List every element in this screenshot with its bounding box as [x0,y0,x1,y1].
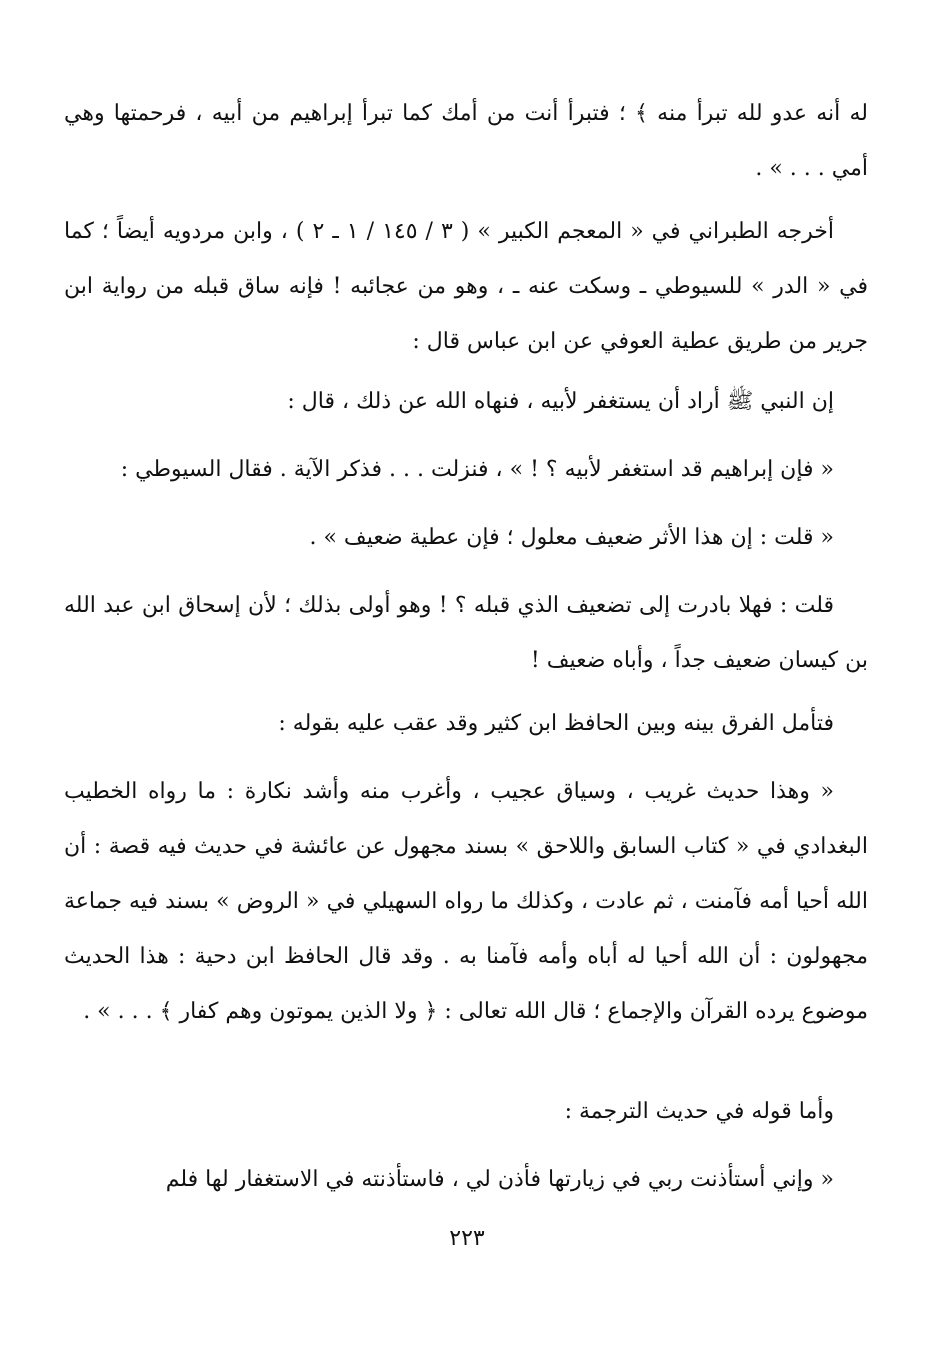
paragraph-quote-suyuti: « قلت : إن هذا الأثر ضعيف معلول ؛ فإن عطية ضعيف » . [309,525,834,550]
paragraph-author-comment: قلت : فهلا بادرت إلى تضعيف الذي قبله ؟ ! وهو أولى بذلك ؛ لأن إسحاق ابن عبد الله بن كيسان ضعيف جداً ، وأباه ضعيف ! [64,593,868,673]
paragraph-hadith-text: إن النبي ﷺ أراد أن يستغفر لأبيه ، فنهاه الله عن ذلك ، قال : [287,389,834,414]
paragraph-quote-ibrahim: « فإن إبراهيم قد استغفر لأبيه ؟ ! » ، فنزلت . . . فذكر الآية . فقال السيوطي : [120,457,834,482]
paragraph-continuation: له أنه عدو لله تبرأ منه ﴾ ؛ فتبرأ أنت من أمك كما تبرأ إبراهيم من أبيه ، فرحمتها وهي أمي . . . » . [64,101,868,181]
paragraph-ibn-kathir-quote: « وهذا حديث غريب ، وسياق عجيب ، وأغرب منه وأشد نكارة : ما رواه الخطيب البغدادي في « كتاب السابق واللاحق » بسند مجهول عن عائشة في حديث فيه قصة : أن الله أحيا أمه فآمنت ، ثم عادت ، وكذلك ما رواه السهيلي في « الروض » بسند فيه جماعة مجهولون : أن الله أحيا له أباه وأمه فآمنا به . وقد قال الحافظ ابن دحية : هذا الحديث موضوع يرده القرآن والإجماع ؛ قال الله تعالى : ﴿ ولا الذين يموتون وهم كفار ﴾ . . . » . [64,779,868,1024]
paragraph-tarjama-intro: وأما قوله في حديث الترجمة : [564,1099,834,1124]
paragraph-takhrij: أخرجه الطبراني في « المعجم الكبير » ( ٣ / ١٤٥ / ١ ـ ٢ ) ، وابن مردويه أيضاً ؛ كما في « الدر » للسيوطي ـ وسكت عنه ـ ، وهو من عجائبه ! فإنه ساق قبله من رواية ابن جرير من طريق عطية العوفي عن ابن عباس قال : [64,219,868,354]
page-number: ٢٢٣ [449,1226,485,1251]
paragraph-ibn-kathir-intro: فتأمل الفرق بينه وبين الحافظ ابن كثير وقد عقب عليه بقوله : [278,711,834,736]
paragraph-tarjama-quote: « وإني أستأذنت ربي في زيارتها فأذن لي ، فاستأذنته في الاستغفار لها فلم [165,1167,834,1192]
